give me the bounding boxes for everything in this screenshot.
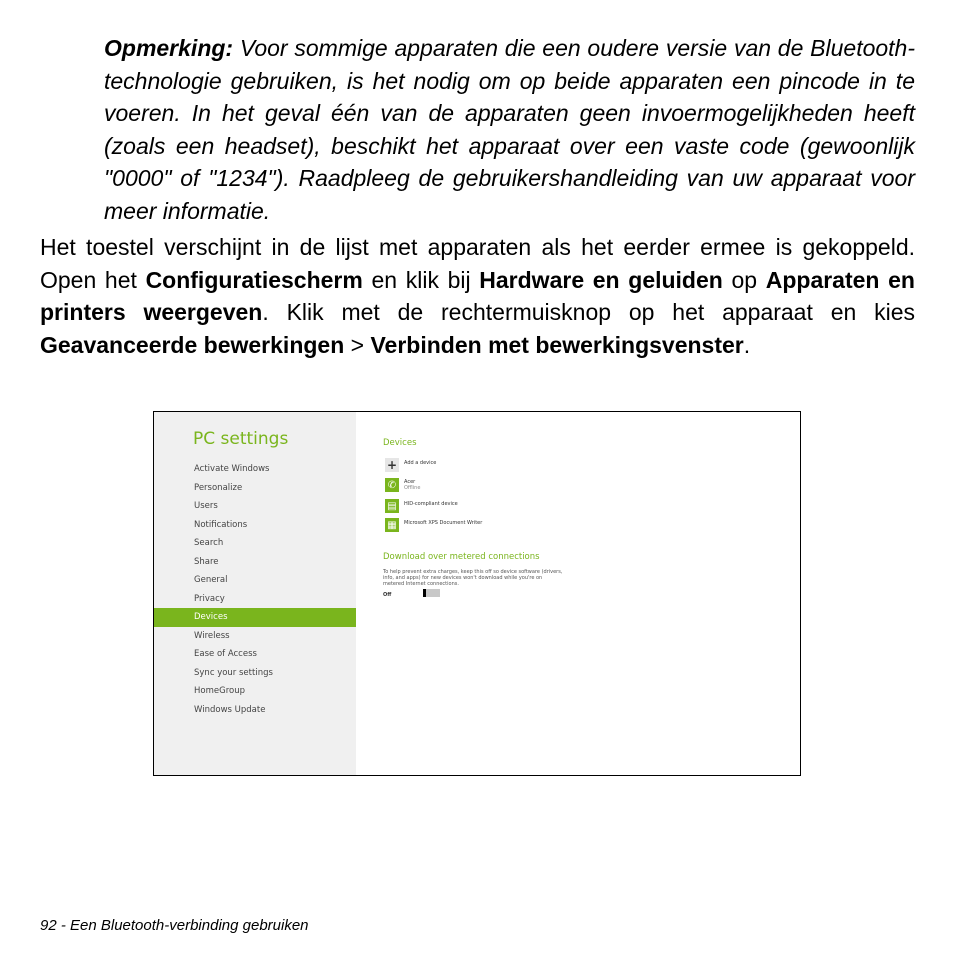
pc-settings-screenshot: [153, 411, 801, 776]
sidebar-item-general[interactable]: General: [194, 575, 228, 585]
note-paragraph: [104, 32, 915, 228]
note-text: Voor sommige apparaten die een oudere versie van de Bluetooth-technologie gebruiken, is het nodig om op beide apparaten een pincode in te voeren. In het geval één van de apparaten geen invoermogelijkheden heeft (zoals een headset), beschikt het apparaat over een vaste code (gewoonlijk "0000" of "1234"). Raadpleeg de gebruikershandleiding van uw apparaat voor meer informatie.: [104, 35, 916, 224]
sidebar-item-share[interactable]: Share: [194, 556, 219, 567]
sidebar-item-devices[interactable]: Devices: [154, 608, 356, 627]
sidebar-item-search[interactable]: Search: [194, 538, 224, 548]
sidebar-item-privacy[interactable]: Privacy: [194, 593, 225, 604]
para-bold-4: Geavanceerde bewerkingen: [40, 331, 345, 358]
sidebar-item-wireless[interactable]: Wireless: [194, 630, 230, 641]
metered-heading: Download over metered connections: [383, 552, 540, 562]
toggle-state-label: Off: [383, 592, 392, 598]
sidebar-item-ease-of-access[interactable]: Ease of Access: [194, 649, 257, 659]
device-icon: ▤: [385, 499, 399, 513]
toggle-knob: [423, 589, 426, 597]
para-text-4: . Klik met de rechtermuisknop op het apparaat en kies: [262, 299, 915, 326]
para-bold-1: Configuratiescherm: [145, 266, 363, 293]
para-bold-2: Hardware en geluiden: [479, 266, 723, 293]
para-text-1: Het toestel verschijnt in de lijst met apparaten als het eerder ermee is gekoppeld. Open het: [40, 234, 915, 293]
sidebar-item-users[interactable]: Users: [194, 501, 218, 511]
settings-sidebar: [154, 412, 356, 775]
sidebar-item-personalize[interactable]: Personalize: [194, 482, 243, 493]
device-status: Offline: [404, 485, 421, 491]
printer-icon: ▦: [385, 518, 399, 532]
para-bold-3: Apparaten en printers weergeven: [40, 266, 915, 326]
plus-icon: +: [386, 458, 398, 472]
para-bold-5: Verbinden met bewerkingsvenster: [370, 331, 744, 358]
sidebar-item-activate-windows[interactable]: Activate Windows: [194, 464, 270, 474]
page-footer: 92 - Een Bluetooth-verbinding gebruiken: [40, 917, 309, 934]
sidebar-item-sync-your-settings[interactable]: Sync your settings: [194, 667, 273, 678]
device-name: Acer: [404, 479, 416, 485]
metered-toggle[interactable]: [423, 589, 440, 597]
add-device-label: Add a device: [404, 460, 437, 466]
device-name: Microsoft XPS Document Writer: [404, 520, 483, 526]
note-label: Opmerking:: [104, 35, 234, 61]
para-text-5: >: [344, 331, 371, 358]
sidebar-item-notifications[interactable]: Notifications: [194, 519, 248, 530]
devices-heading: Devices: [383, 438, 417, 448]
para-text-6: .: [743, 331, 751, 358]
para-text-2: en klik bij: [362, 266, 480, 293]
sidebar-item-homegroup[interactable]: HomeGroup: [194, 686, 245, 696]
sidebar-item-windows-update[interactable]: Windows Update: [194, 704, 266, 715]
devices-panel: [383, 412, 783, 775]
phone-icon: ✆: [385, 478, 399, 492]
instruction-paragraph: [40, 231, 915, 361]
pc-settings-title: PC settings: [193, 429, 289, 449]
settings-nav: [154, 460, 356, 719]
para-text-3: op: [722, 266, 766, 293]
metered-description: To help prevent extra charges, keep this off so device software (drivers, info, and apps) for new devices won't download while you're on metered Internet connections.: [383, 569, 563, 587]
device-name: HID-compliant device: [404, 501, 458, 507]
